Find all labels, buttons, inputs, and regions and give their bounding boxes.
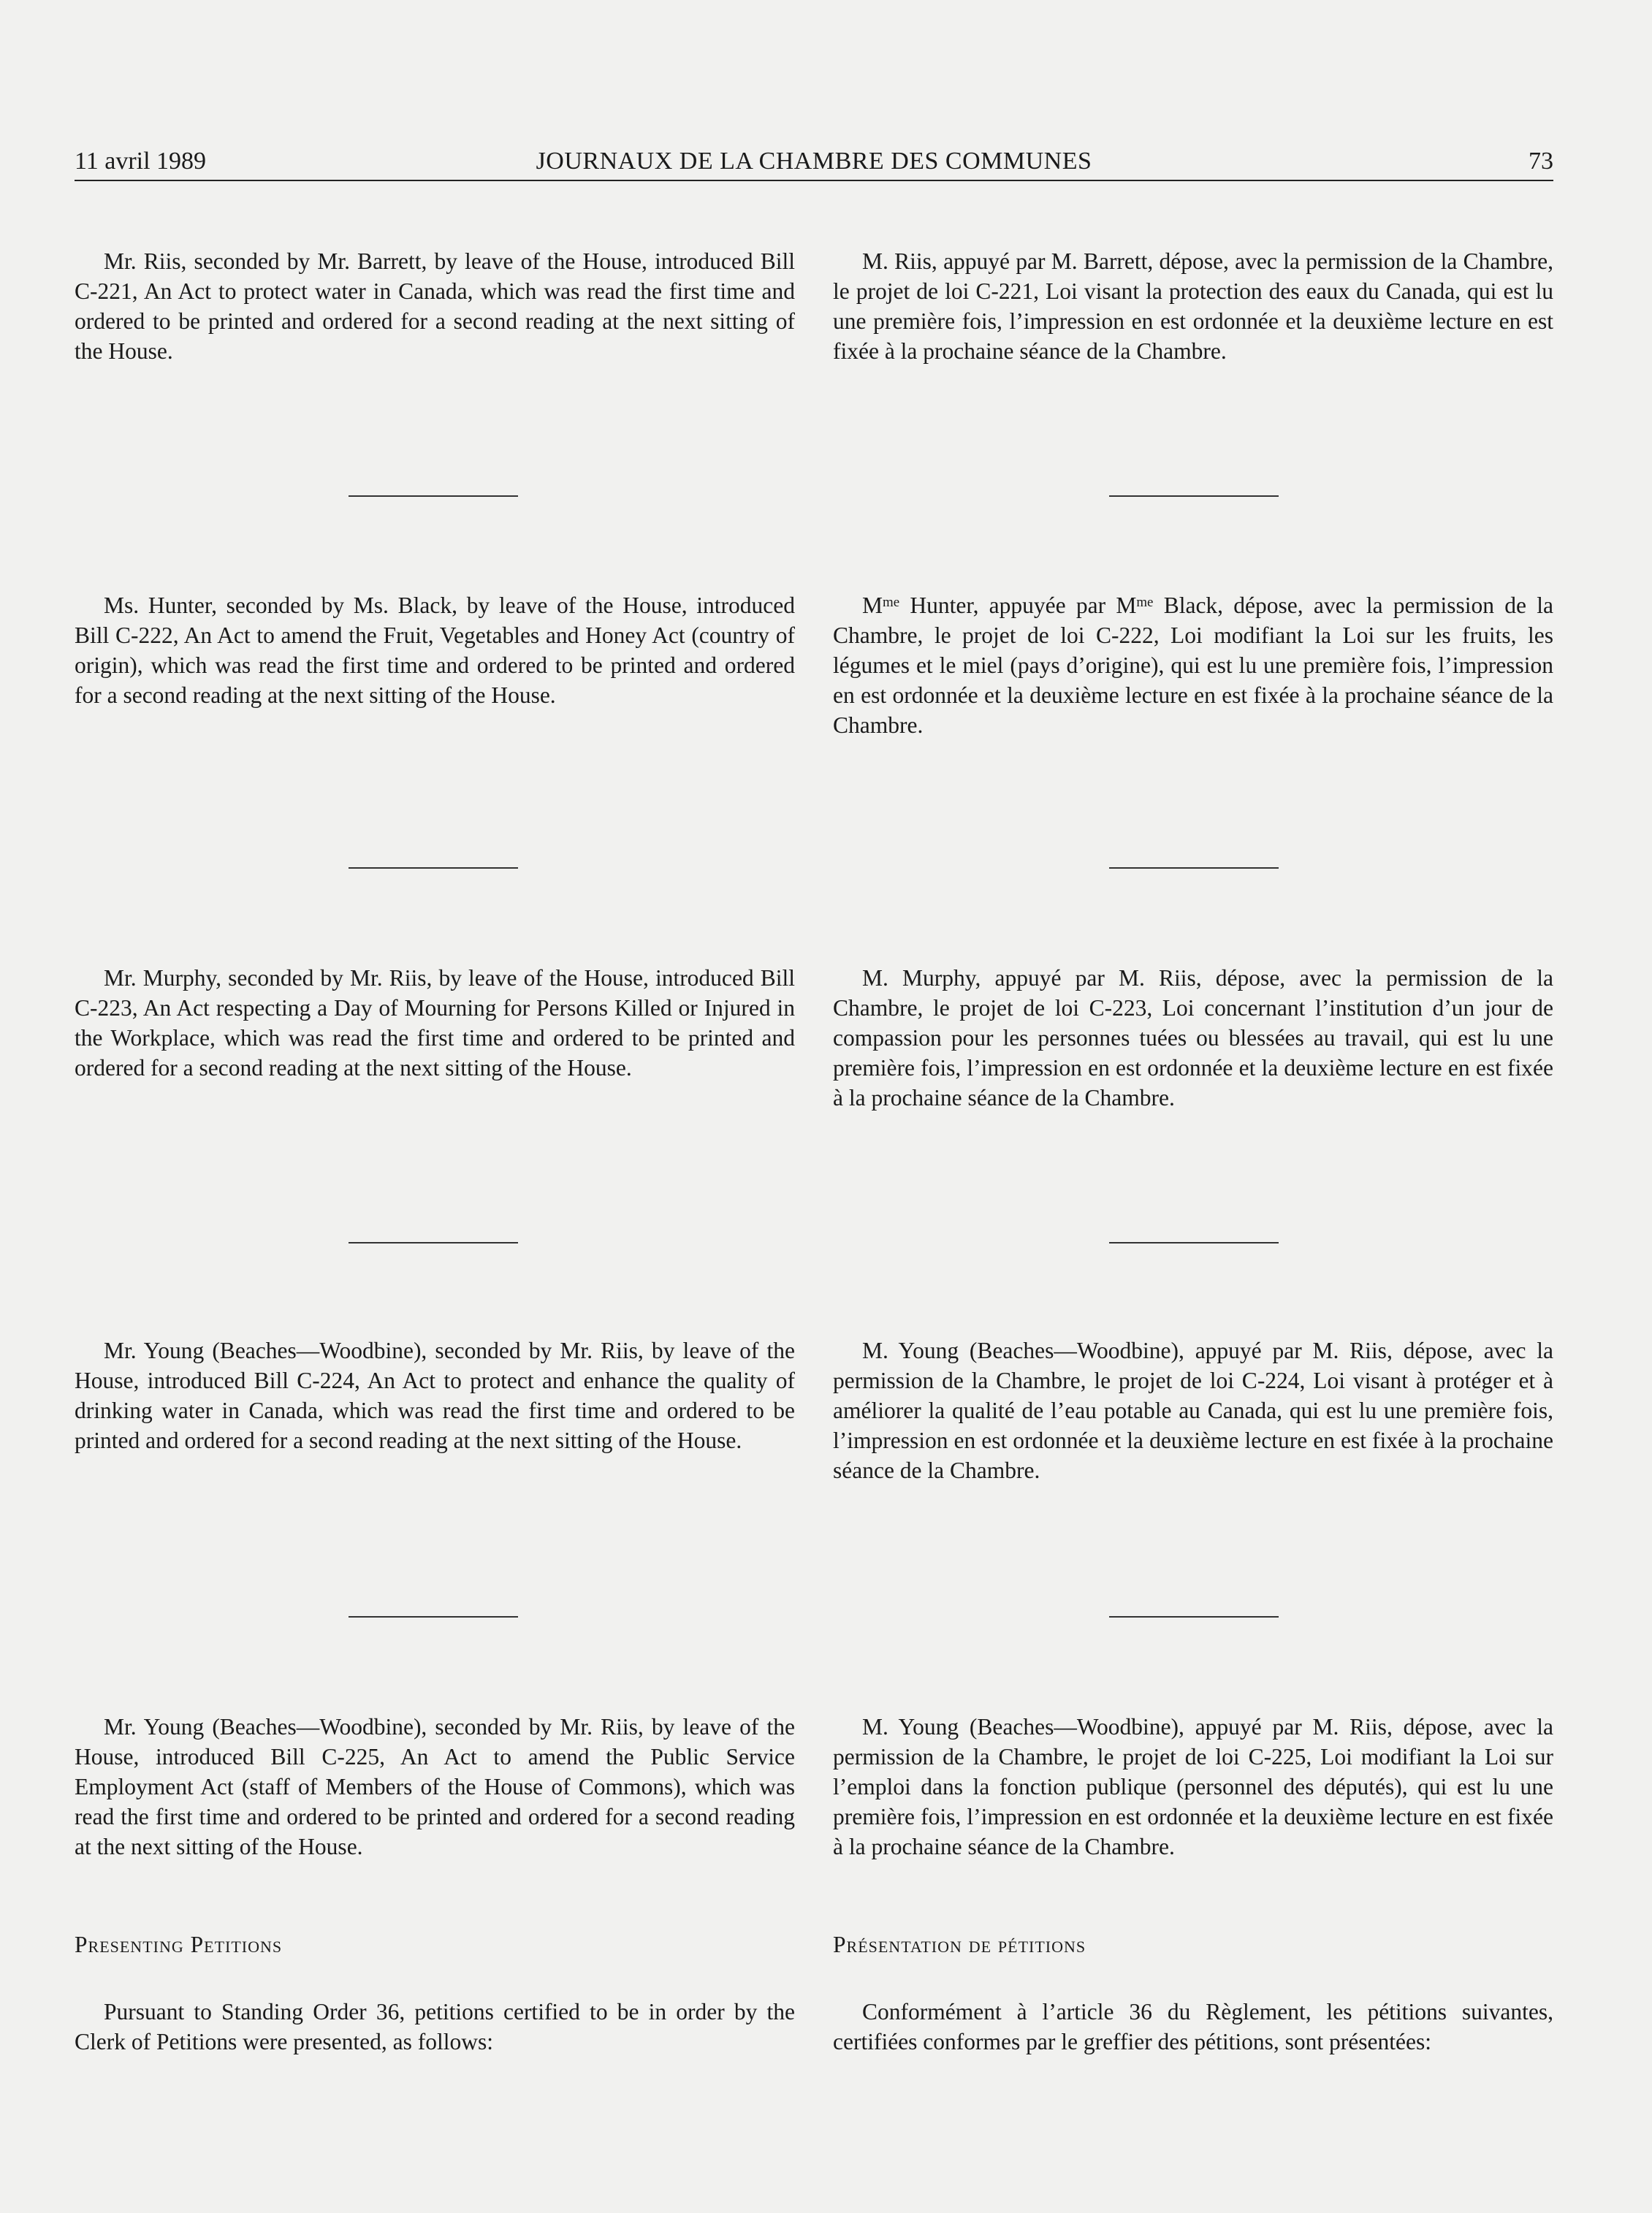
paragraph: Mr. Young (Beaches—Woodbine), seconded by Mr. Riis, by leave of the House, introduced Bill C-224, An Act to protect and enhance the quality of drinking water in Canada, which was read the first time and ordered to be printed and ordered for a second reading at the next sitting of the House.: [75, 1338, 795, 1453]
fr-bill-c222: [833, 590, 1553, 740]
paragraph: Pursuant to Standing Order 36, petitions certified to be in order by the Clerk of Petitions were presented, as follows:: [75, 1999, 795, 2054]
fr-bill-c221: [833, 246, 1553, 366]
paragraph: M. Riis, appuyé par M. Barrett, dépose, avec la permission de la Chambre, le projet de loi C-221, Loi visant la protection des eaux du Canada, qui est lu une première fois, l’impression en est ordonnée et la deuxième lecture en est fixée à la prochaine séance de la Chambre.: [833, 248, 1553, 364]
running-head: [75, 143, 1553, 180]
paragraph: M. Murphy, appuyé par M. Riis, dépose, avec la permission de la Chambre, le projet de loi C-223, Loi concernant l’institution d’un jour de compassion pour les personnes tuées ou blessées au travail, qui est lu une première fois, l’impression en est ordonnée et la deuxième lecture en est fixée à la prochaine séance de la Chambre.: [833, 965, 1553, 1111]
en-petitions-intro: [75, 1997, 795, 2057]
page-number: 73: [1529, 148, 1553, 175]
section-heading-fr: Présentation de pétitions: [833, 1932, 1086, 1957]
paragraph: Mr. Riis, seconded by Mr. Barrett, by leave of the House, introduced Bill C-221, An Act to protect water in Canada, which was read the first time and ordered to be printed and ordered for a second reading at the next sitting of the House.: [75, 248, 795, 364]
paragraph: Mr. Murphy, seconded by Mr. Riis, by leave of the House, introduced Bill C-223, An Act respecting a Day of Mourning for Persons Killed or Injured in the Workplace, which was read the first time and ordered to be printed and ordered for a second reading at the next sitting of the House.: [75, 965, 795, 1081]
paragraph: M. Young (Beaches—Woodbine), appuyé par M. Riis, dépose, avec la permission de la Chambre, le projet de loi C-225, Loi modifiant la Loi sur l’emploi dans la fonction publique (personnel des députés), qui est lu une première fois, l’impression en est ordonnée et la deuxième lecture en est fixée à la prochaine séance de la Chambre.: [833, 1714, 1553, 1859]
header-date: 11 avril 1989: [75, 148, 207, 175]
section-heading-en: Presenting Petitions: [75, 1932, 283, 1957]
en-bill-c221: [75, 246, 795, 366]
section-divider: [1109, 1242, 1279, 1243]
section-divider: [349, 1242, 518, 1243]
section-divider: [1109, 1616, 1279, 1618]
section-divider: [349, 1616, 518, 1618]
paragraph: Conformément à l’article 36 du Règlement, les pétitions suivantes, certifiées conformes par le greffier des pétitions, sont présentées:: [833, 1999, 1553, 2054]
section-divider: [1109, 495, 1279, 497]
en-bill-c224: [75, 1336, 795, 1455]
fr-bill-c224: [833, 1336, 1553, 1485]
section-divider: [349, 495, 518, 497]
fr-petitions-intro: [833, 1997, 1553, 2057]
en-bill-c225: [75, 1712, 795, 1862]
paragraph: Ms. Hunter, seconded by Ms. Black, by leave of the House, introduced Bill C-222, An Act to amend the Fruit, Vegetables and Honey Act (country of origin), which was read the first time and ordered to be printed and ordered for a second reading at the next sitting of the House.: [75, 593, 795, 708]
en-bill-c222: [75, 590, 795, 710]
paragraph: $M^{me}$ Hunter, appuyée par $M^{me}$ Black, dépose, avec la permission de la Chambre, le projet de loi C-222, Loi modifiant la Loi sur les fruits, les légumes et le miel (pays d’origine), qui est lu une première fois, l’impression en est ordonnée et la deuxième lecture en est fixée à la prochaine séance de la Chambre.: [833, 593, 1553, 738]
paragraph: Mr. Young (Beaches—Woodbine), seconded by Mr. Riis, by leave of the House, introduced Bill C-225, An Act to amend the Public Service Employment Act (staff of Members of the House of Commons), which was read the first time and ordered to be printed and ordered for a second reading at the next sitting of the House.: [75, 1714, 795, 1859]
fr-bill-c223: [833, 963, 1553, 1113]
header-title: JOURNAUX DE LA CHAMBRE DES COMMUNES: [536, 148, 1092, 175]
en-bill-c223: [75, 963, 795, 1083]
paragraph: M. Young (Beaches—Woodbine), appuyé par M. Riis, dépose, avec la permission de la Chambre, le projet de loi C-224, Loi visant à protéger et à améliorer la qualité de l’eau potable au Canada, qui est lu une première fois, l’impression en est ordonnée et la deuxième lecture en est fixée à la prochaine séance de la Chambre.: [833, 1338, 1553, 1483]
section-divider: [349, 867, 518, 869]
fr-bill-c225: [833, 1712, 1553, 1862]
section-divider: [1109, 867, 1279, 869]
header-rule: [75, 180, 1553, 181]
